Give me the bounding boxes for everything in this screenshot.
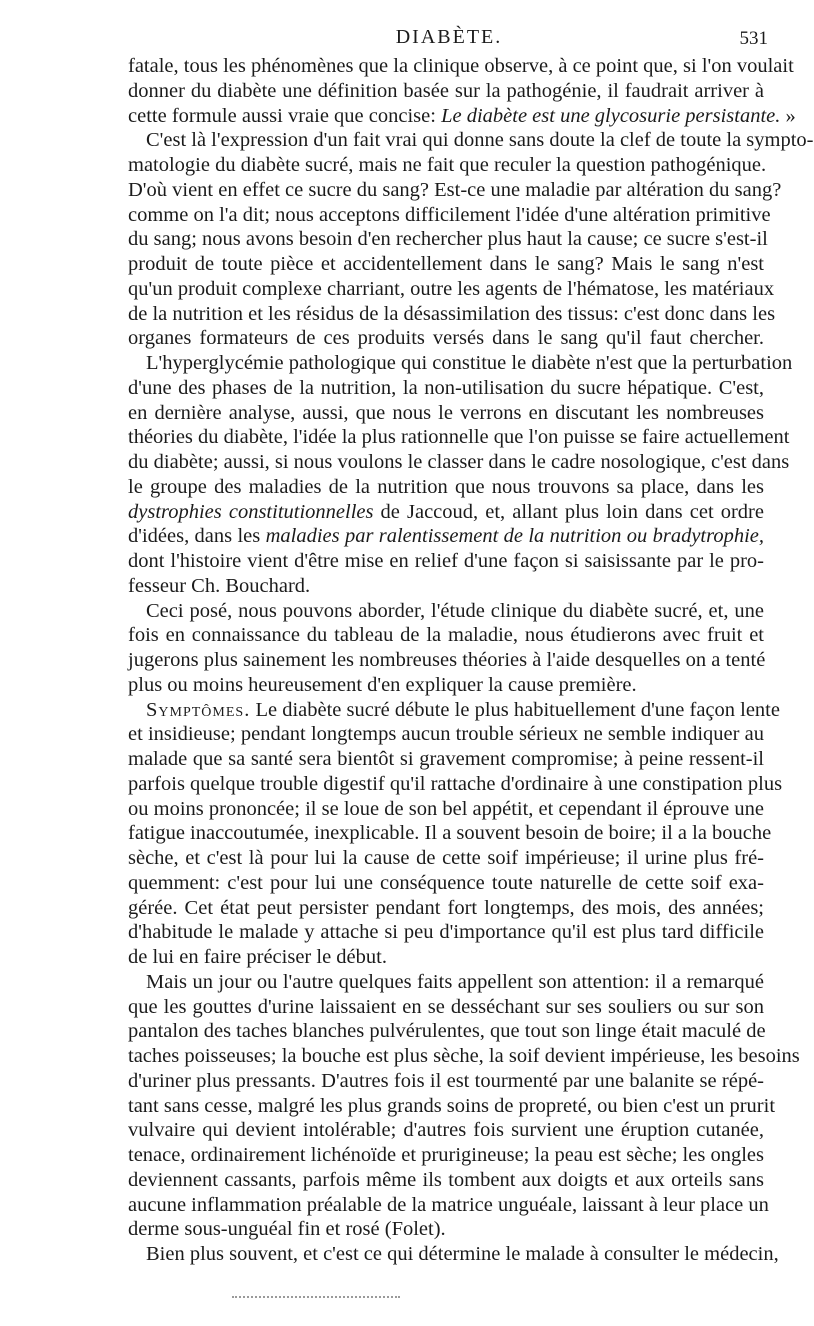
footer-ornament — [232, 1296, 400, 1298]
text-line: dont l'histoire vient d'être mise en relief d'une façon si saisissante par le pro- — [128, 550, 764, 572]
text-line: fatale, tous les phénomènes que la clinique observe, à ce point que, si l'on voulait — [128, 55, 794, 77]
text-line: Ceci posé, nous pouvons aborder, l'étude clinique du diabète sucré, et, une — [146, 599, 764, 622]
text-line: fatigue inaccoutumée, inexplicable. Il a souvent besoin de boire; il a la bouche — [128, 822, 772, 845]
text-line: parfois quelque trouble digestif qu'il rattache d'ordinaire à une constipation plus — [128, 772, 783, 795]
text-line: comme on l'a dit; nous acceptons difficilement l'idée d'une altération primitive — [128, 203, 771, 226]
italic-phrase: dystrophies constitutionnelles — [128, 500, 374, 523]
text-line: sèche, et c'est là pour lui la cause de cette soif impérieuse; il urine plus fré- — [128, 847, 764, 869]
text-line: qu'un produit complexe charriant, outre les agents de l'hématose, les matériaux — [128, 277, 775, 300]
text-span: Le diabète sucré débute le plus habituellement d'une façon lente — [250, 698, 780, 721]
text-span: » — [780, 104, 796, 127]
text-line: derme sous-unguéal fin et rosé (Folet). — [128, 1218, 446, 1241]
text-line: d'habitude le malade y attache si peu d'importance qu'il est plus tard difficile — [128, 921, 764, 944]
text-line: produit de toute pièce et accidentellement dans le sang? Mais le sang n'est — [128, 253, 764, 275]
text-line: théories du diabète, l'idée la plus rationnelle que l'on puisse se faire actuellement — [128, 426, 790, 449]
text-line: d'une des phases de la nutrition, la non-utilisation du sucre hépatique. C'est, — [128, 376, 764, 399]
text-line: du diabète; aussi, si nous voulons le classer dans le cadre nosologique, c'est dans — [128, 451, 790, 473]
text-line: C'est là l'expression d'un fait vrai qui donne sans doute la clef de toute la sympto- — [146, 129, 814, 152]
body-text — [128, 54, 814, 1267]
text-line: tenace, ordinairement lichénoïde et prurigineuse; la peau est sèche; les ongles — [128, 1144, 764, 1166]
text-line: organes formateurs de ces produits versés dans le sang qu'il faut chercher. — [128, 327, 764, 350]
text-line: plus ou moins heureusement d'en expliquer la cause première. — [128, 673, 637, 696]
text-line: de lui en faire préciser le début. — [128, 946, 387, 968]
text-line: pantalon des taches blanches pulvérulentes, que tout son linge était maculé de — [128, 1020, 766, 1043]
page-number: 531 — [739, 28, 768, 49]
text-line: le groupe des maladies de la nutrition que nous trouvons sa place, dans les — [128, 475, 764, 498]
text-line: aucune inflammation préalable de la matrice unguéale, laissant à leur place un — [128, 1193, 769, 1216]
text-line — [128, 500, 764, 525]
text-line: Bien plus souvent, et c'est ce qui détermine le malade à consulter le médecin, — [146, 1243, 779, 1265]
text-line: deviennent cassants, parfois même ils tombent aux doigts et aux orteils sans — [128, 1168, 764, 1191]
text-line: L'hyperglycémie pathologique qui constitue le diabète n'est que la perturbation — [146, 352, 793, 374]
text-line: vulvaire qui devient intolérable; d'autres fois survient une éruption cutanée, — [128, 1119, 764, 1142]
italic-phrase: Le diabète est une glycosurie persistante. — [441, 104, 781, 127]
text-line: malade que sa santé sera bientôt si gravement compromise; à peine ressent-il — [128, 748, 764, 770]
text-span: d'idées, dans les — [128, 525, 266, 548]
text-line: jugerons plus sainement les nombreuses théories à l'aide desquelles on a tenté — [128, 649, 766, 671]
italic-phrase: maladies par ralentissement de la nutrition ou bradytrophie, — [265, 525, 765, 548]
text-line: fesseur Ch. Bouchard. — [128, 574, 311, 597]
text-line: taches poisseuses; la bouche est plus sèche, la soif devient impérieuse, les besoins — [128, 1045, 800, 1067]
text-line: Mais un jour ou l'autre quelques faits appellent son attention: il a remarqué — [146, 970, 764, 993]
text-line: d'uriner plus pressants. D'autres fois il est tourmenté par une balanite se répé- — [128, 1069, 764, 1092]
text-line: quemment: c'est pour lui une conséquence toute naturelle de cette soif exa- — [128, 871, 764, 894]
text-span: de Jaccoud, et, allant plus loin dans cet ordre — [373, 500, 764, 523]
text-line: ou moins prononcée; il se loue de son bel appétit, et cependant il éprouve une — [128, 797, 764, 820]
running-title: DIABÈTE. — [395, 26, 503, 48]
text-line: gérée. Cet état peut persister pendant fort longtemps, des mois, des années; — [128, 896, 764, 919]
text-line: D'où vient en effet ce sucre du sang? Est-ce une maladie par altération du sang? — [128, 178, 782, 201]
text-span: cette formule aussi vraie que concise: — [128, 104, 442, 127]
text-line: du sang; nous avons besoin d'en rechercher plus haut la cause; ce sucre s'est-il — [128, 228, 768, 251]
text-line — [128, 104, 796, 129]
text-line — [128, 524, 764, 549]
text-line: tant sans cesse, malgré les plus grands soins de propreté, ou bien c'est un prurit — [128, 1094, 776, 1117]
text-line — [128, 698, 780, 723]
text-line: donner du diabète une définition basée sur la pathogénie, il faudrait arriver à — [128, 79, 764, 102]
text-line: en dernière analyse, aussi, que nous le verrons en discutant les nombreuses — [128, 401, 764, 424]
text-line: de la nutrition et les résidus de la désassimilation des tissus: c'est donc dans les — [128, 302, 776, 325]
text-line: fois en connaissance du tableau de la maladie, nous étudierons avec fruit et — [128, 624, 764, 647]
running-head — [130, 26, 768, 54]
text-line: et insidieuse; pendant longtemps aucun trouble sérieux ne semble indiquer au — [128, 723, 764, 746]
text-line: que les gouttes d'urine laissaient en se desséchant sur ses souliers ou sur son — [128, 995, 764, 1018]
section-heading: Symptômes. — [146, 698, 251, 721]
text-line: matologie du diabète sucré, mais ne fait que reculer la question pathogénique. — [128, 154, 767, 176]
